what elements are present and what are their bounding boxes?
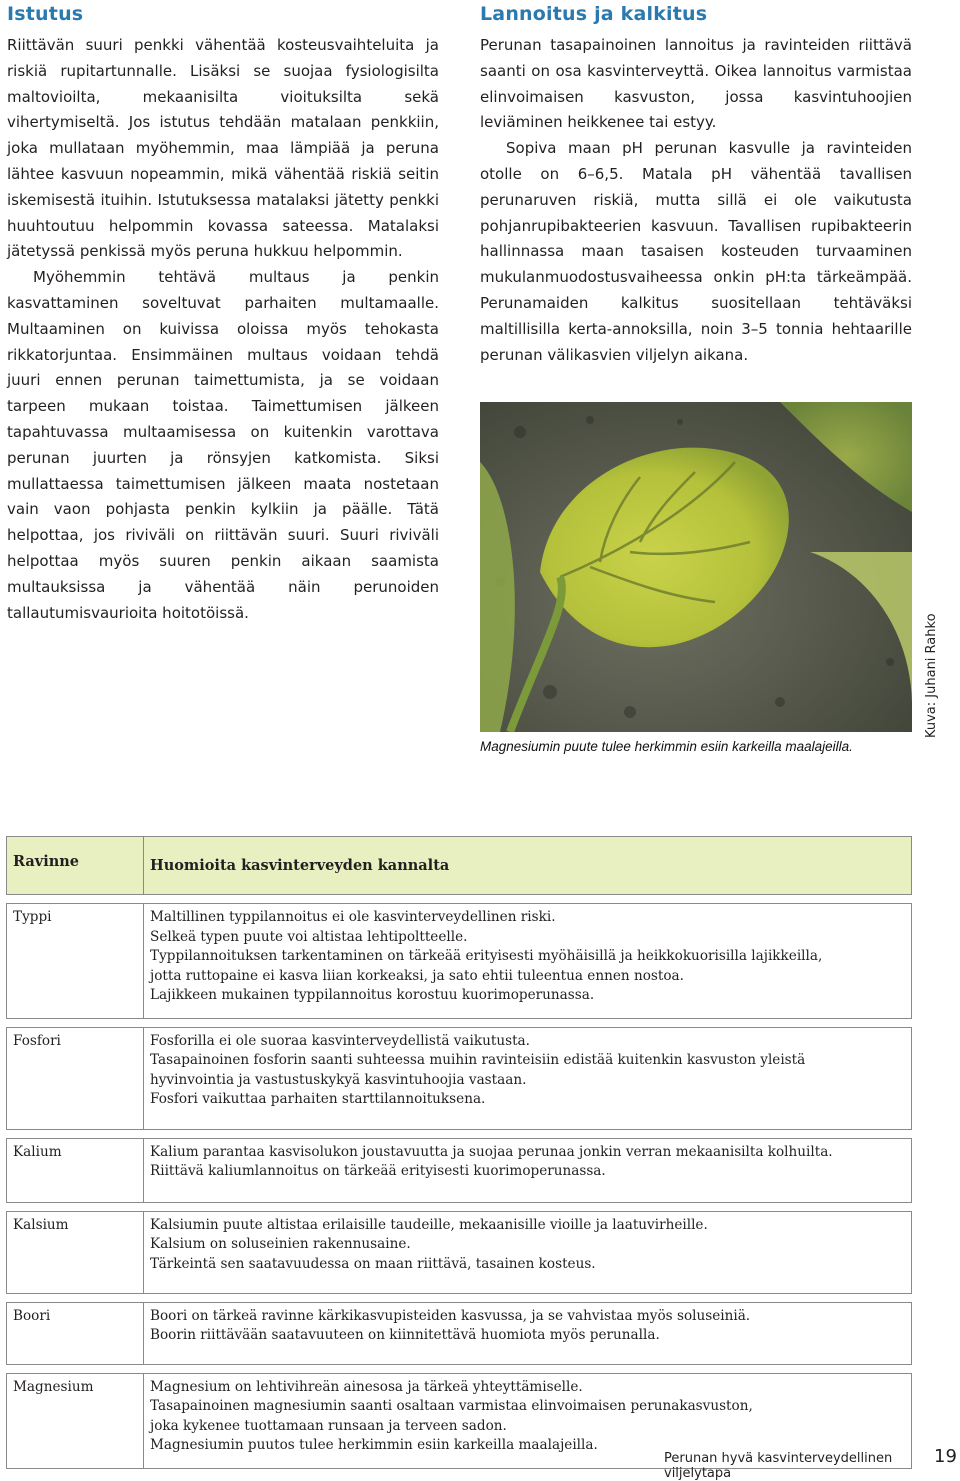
table-body [7,895,912,1469]
note-line: Riittävä kaliumlannoitus on tärkeää erityisesti kuorimoperunassa. [150,1163,606,1179]
table-row [7,904,912,1019]
header-ravinne: Ravinne [7,837,144,895]
note-line: Kalsiumin puute altistaa erilaisille taudeille, mekaanisille vioille ja laatuvirheille. [150,1216,708,1233]
note-line: Magnesiumin puutos tulee herkimmin esiin karkeilla maalajeilla. [150,1437,598,1453]
lannoitus-text-column [480,33,912,368]
photo-caption: Magnesiumin puute tulee herkimmin esiin karkeilla maalajeilla. [480,739,853,754]
note-line: Tärkeintä sen saatavuudessa on maan riittävä, tasainen kosteus. [150,1255,596,1272]
table-spacer [7,895,912,904]
table-row [7,1302,912,1364]
section-heading-istutus: Istutus [7,3,84,25]
note-line: Kalsium on soluseinien rakennusaine. [150,1236,411,1252]
note-line: Lajikkeen mukainen typpilannoitus korostuu kuorimoperunassa. [150,987,595,1003]
table-spacer [7,1293,912,1302]
istutus-text-column [7,33,439,626]
note-line: Fosforilla ei ole suoraa kasvinterveydellistä vaikutusta. [150,1032,530,1049]
note-line: Boorin riittävään saatavuuteen on kiinnitettävä huomiota myös perunalla. [150,1327,660,1343]
nutrient-notes [144,1027,912,1129]
header-huomioita: Huomioita kasvinterveyden kannalta [144,837,912,895]
table-row [7,1027,912,1129]
magnesium-deficiency-leaf-photo [480,402,912,732]
note-line: Boori on tärkeä ravinne kärkikasvupisteiden kasvussa, ja se vahvistaa myös soluseiniä. [150,1307,751,1324]
table-spacer [7,1018,912,1027]
table-spacer [7,1364,912,1373]
note-line: Kalium parantaa kasvisolukon joustavuutta ja suojaa perunaa jonkin verran mekaanisilta kolhuilta. [150,1143,833,1160]
nutrient-notes [144,1211,912,1293]
section-heading-lannoitus: Lannoitus ja kalkitus [480,3,708,25]
nutrient-name: Fosfori [7,1027,144,1129]
nutrient-name: Boori [7,1302,144,1364]
table-spacer [7,1202,912,1211]
leaf-illustration [480,402,912,732]
note-line: hyvinvointia ja vastustuskykyä kasvintuhoojia vastaan. [150,1071,527,1088]
lannoitus-paragraph-2: Sopiva maan pH perunan kasvulle ja ravinteiden otolle on 6–6,5. Matala pH vähentää tavallisen perunaruven riskiä, mutta sillä ei ole vaikutusta pohjanrupibakteerien kasvuun. Tavallisen rupibakteerin hallinnassa maan tasaisen kosteuden turvaaminen mukulanmuodostusvaiheessa onkin pH:ta tärkeämpää. Perunamaiden kalkitus suositellaan tehtäväksi maltillisilla kerta-annoksilla, noin 3–5 tonnia hehtaarille perunan välikasvien viljelyn aikana. [480,139,912,364]
istutus-paragraph-1: Riittävän suuri penkki vähentää kosteusvaihteluita ja riskiä rupitartunnalle. Lisäksi se suojaa fysiologisilta maltovioilta, mekaanisilta vioituksilta sekä vihertymiseltä. Jos istutus tehdään matalaan penkkiin, joka mullataan myöhemmin, maa lämpiää ja peruna lähtee kasvuun nopeammin, mikä vähentää riskiä seitin iskemisestä ituihin. Istutuksessa matalaksi jätetty penkki huuhtoutuu helpommin kovassa sateessa. Matalaksi jätetyssä penkissä myös peruna hukkuu helpommin. [7,36,439,261]
note-line: joka kykenee tuottamaan runsaan ja terveen sadon. [150,1417,507,1434]
note-line: Maltillinen typpilannoitus ei ole kasvinterveydellinen riski. [150,909,556,925]
table-spacer [7,1129,912,1138]
page-number: 19 [934,1446,957,1467]
note-line: Fosfori vaikuttaa parhaiten starttilannoituksena. [150,1091,486,1107]
nutrient-notes [144,1138,912,1202]
nutrient-notes [144,1302,912,1364]
note-line: Typpilannoituksen tarkentaminen on tärkeää erityisesti myöhäisillä ja heikkokuorisilla lajikkeilla, [150,948,823,964]
note-line: Tasapainoinen fosforin saanti suhteessa muihin ravinteisiin edistää kuitenkin kasvuston yleistä [150,1052,806,1068]
table-header-row [7,837,912,895]
lannoitus-paragraph-1: Perunan tasapainoinen lannoitus ja ravinteiden riittävä saanti on osa kasvinterveyttä. Oikea lannoitus varmistaa elinvoimaisen kasvuston, jossa kasvintuhoojien leviäminen heikkenee tai estyy. [480,36,912,132]
note-line: Tasapainoinen magnesiumin saanti osaltaan varmistaa elinvoimaisen perunakasvuston, [150,1398,753,1414]
nutrient-name: Kalium [7,1138,144,1202]
istutus-paragraph-2: Myöhemmin tehtävä multaus ja penkin kasvattaminen soveltuvat parhaiten multamaalle. Multaaminen on kuivissa oloissa myös tehokasta rikkatorjuntaa. Ensimmäinen multaus voidaan tehdä juuri ennen perunan taimettumista, ja se voidaan tarpeen mukaan toistaa. Taimettumisen jälkeen tapahtuvassa multaamisessa on kuitenkin varottava perunan juurten ja rönsyjen katkomista. Siksi mullattaessa taimettumisen jälkeen maata nostetaan vain vaon pohjasta penkin kylkiin ja päälle. Tätä helpottaa, jos riviväli on riittävän suuri. Suuri riviväli helpottaa myös suuren penkin aikaan saamista multauksissa ja vähentää näin perunoiden tallautumisvaurioita hoitotöissä. [7,268,439,622]
footer-publication-title: Perunan hyvä kasvinterveydellinen viljelytapa [664,1451,893,1481]
nutrient-table [6,836,912,1469]
table-row [7,1138,912,1202]
note-line: Selkeä typen puute voi altistaa lehtipoltteelle. [150,928,468,945]
table-row [7,1211,912,1293]
note-line: Magnesium on lehtivihreän ainesosa ja tärkeä yhteyttämiselle. [150,1378,583,1395]
nutrient-name: Typpi [7,904,144,1019]
nutrient-notes [144,904,912,1019]
note-line: jotta ruttopaine ei kasva liian korkeaksi, ja sato ehtii tuleentua ennen nostoa. [150,967,684,984]
nutrient-name: Kalsium [7,1211,144,1293]
nutrient-name: Magnesium [7,1373,144,1468]
photo-credit: Kuva: Juhani Rahko [924,613,939,738]
